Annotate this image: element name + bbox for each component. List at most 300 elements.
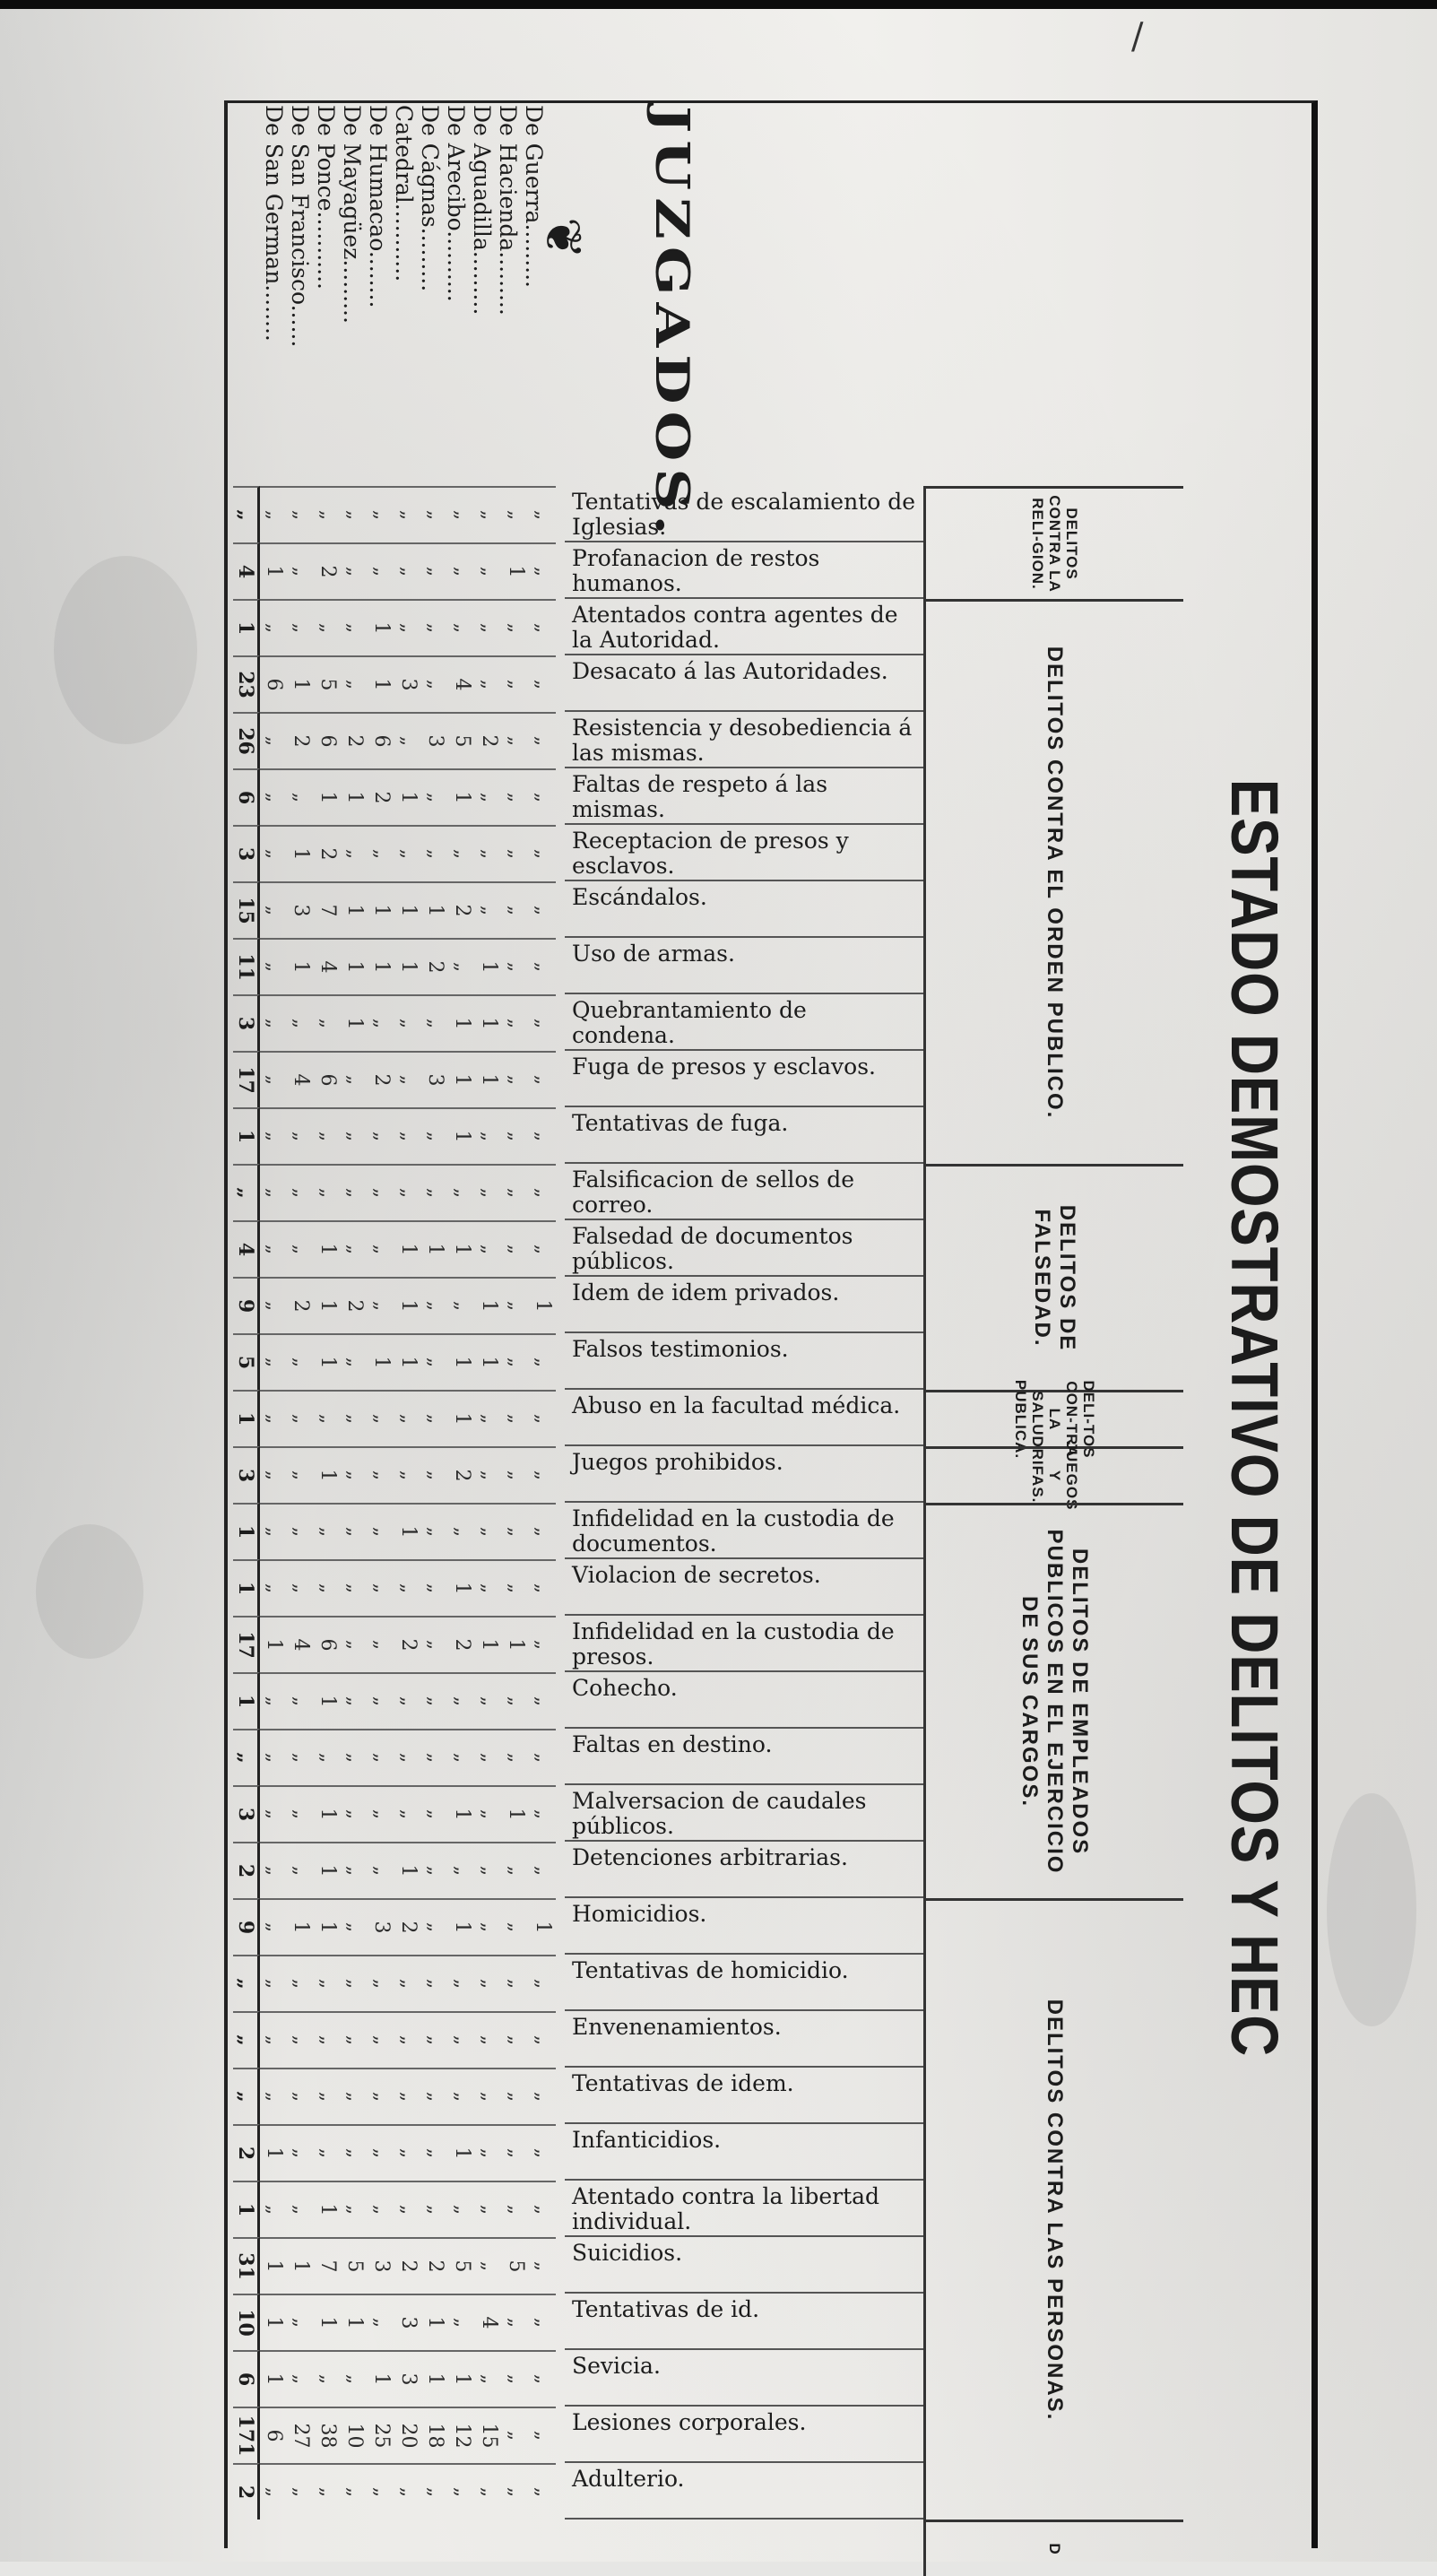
data-cell: „ [263,1131,285,1142]
data-cell: „ [505,1752,527,1764]
data-cell: „ [424,622,446,634]
data-cell: „ [263,1921,285,1933]
data-column [260,2181,556,2237]
data-cell: 6 [316,1073,339,1087]
data-column [260,599,556,655]
data-cell: 3 [370,2259,393,2273]
crime-label: Violacion de secretos. [572,1562,821,1588]
data-cell: 1 [424,2316,446,2329]
data-cell: „ [505,848,527,860]
data-cell: „ [478,1244,500,1255]
crime-label: Tentativas de fuga. [572,1110,789,1136]
crime-header [565,1051,923,1107]
data-column [260,2124,556,2181]
data-cell: 1 [451,791,473,804]
data-cell: „ [263,1074,285,1086]
data-cell: „ [532,1526,554,1538]
crime-label: Escándalos. [572,884,707,910]
data-cell: „ [505,792,527,803]
total-cell: 6 [233,2350,260,2407]
data-column [260,1277,556,1333]
data-cell: „ [316,1413,339,1425]
crime-label: Suicidios. [572,2240,683,2266]
data-cell: „ [263,1808,285,1820]
data-cell: „ [370,1978,393,1990]
data-cell: 1 [451,1073,473,1087]
crime-label: Falsificacion de sellos de correo. [572,1167,855,1218]
crime-label: Infanticidios. [572,2127,722,2153]
data-cell: 1 [478,1356,500,1369]
data-cell: „ [478,1470,500,1481]
data-cell: „ [424,1865,446,1877]
data-cell: 4 [451,678,473,691]
data-cell: „ [290,1583,312,1594]
data-cell: „ [343,2204,366,2216]
data-cell: 1 [343,960,366,974]
data-cell: „ [505,1187,527,1199]
data-cell: „ [343,1865,366,1877]
data-cell: „ [343,1526,366,1538]
data-cell: „ [290,2091,312,2103]
data-cell: „ [343,1470,366,1481]
data-cell: „ [263,1526,285,1538]
courts-heading: JUZGADOS. [645,106,699,542]
category-header: JUEGOS Y RIFAS. [923,1446,1183,1503]
data-cell: „ [343,2373,366,2385]
data-cell: 6 [370,734,393,748]
data-cell: „ [397,1696,420,1707]
data-cell: „ [424,1752,446,1764]
data-cell: „ [505,2317,527,2329]
data-cell: „ [478,679,500,690]
crime-header [565,1672,923,1729]
data-cell: „ [397,622,420,634]
crime-label: Tentativas de idem. [572,2070,794,2096]
data-cell: „ [370,2147,393,2159]
data-cell: „ [424,1696,446,1707]
data-cell: 2 [343,1299,366,1313]
courts-list [261,105,547,481]
data-cell: „ [370,1470,393,1481]
data-cell: „ [263,1018,285,1029]
data-cell: 1 [505,1638,527,1652]
data-cell: „ [397,735,420,747]
data-cell: 1 [263,2316,285,2329]
crime-header [565,486,923,542]
data-cell: „ [451,566,473,577]
data-cell: „ [370,2034,393,2046]
data-cell: 25 [370,2423,393,2449]
data-cell: 6 [263,2429,285,2442]
data-cell: „ [290,509,312,521]
data-cell: 20 [397,2423,420,2449]
data-cell: „ [370,2091,393,2103]
data-cell: 1 [263,1638,285,1652]
data-cell: „ [478,1865,500,1877]
court-name: De Aguadilla......... [469,105,495,316]
data-cell: 1 [397,1525,420,1539]
data-cell: „ [478,509,500,521]
total-cell: 1 [233,1503,260,1559]
data-cell: 1 [290,1921,312,1934]
data-cell: „ [532,679,554,690]
data-cell: „ [263,1300,285,1312]
data-cell: 6 [316,1638,339,1652]
total-cell: 4 [233,1220,260,1277]
data-cell: 1 [316,1469,339,1482]
crime-header [565,1164,923,1220]
total-cell: 9 [233,1277,260,1333]
data-cell: „ [505,1131,527,1142]
crime-header [565,1729,923,1785]
data-cell: 1 [478,1638,500,1652]
data-column [260,1785,556,1842]
data-cell: 1 [343,2316,366,2329]
data-cell: „ [505,2034,527,2046]
total-cell: 2 [233,2463,260,2520]
data-cell: „ [263,2034,285,2046]
total-cell: 3 [233,994,260,1051]
total-cell: „ [233,2068,260,2124]
data-cell: „ [370,1187,393,1199]
data-cell: „ [343,1978,366,1990]
data-cell: „ [532,566,554,577]
data-cell: „ [263,1978,285,1990]
data-cell: „ [532,1131,554,1142]
data-cell: „ [397,1187,420,1199]
data-cell: „ [370,1865,393,1877]
data-column [260,1164,556,1220]
crime-label: Idem de idem privados. [572,1279,840,1305]
data-cell: 1 [316,2316,339,2329]
data-cell: „ [370,2317,393,2329]
data-cell: 5 [343,2259,366,2273]
data-cell: „ [478,2260,500,2272]
data-cell: „ [424,2486,446,2498]
data-cell: 1 [478,1299,500,1313]
court-name: De Hacienda......... [495,105,521,316]
data-cell: „ [478,2204,500,2216]
data-cell: „ [424,1583,446,1594]
crime-label: Detenciones arbitrarias. [572,1844,848,1870]
data-cell: 5 [451,734,473,748]
data-cell: „ [532,2034,554,2046]
data-cell: „ [343,1187,366,1199]
data-cell: „ [343,1696,366,1707]
data-cell: „ [290,2373,312,2385]
data-cell: „ [263,735,285,747]
data-grid [233,486,556,2548]
data-cell: „ [505,1978,527,1990]
data-cell: „ [343,2486,366,2498]
total-cell: 6 [233,768,260,825]
data-cell: 1 [451,1017,473,1030]
data-cell: 1 [316,1695,339,1708]
data-cell: „ [532,905,554,916]
rotated-table [224,100,1318,2555]
total-cell: „ [233,1164,260,1220]
data-cell: 2 [424,960,446,974]
crime-header [565,655,923,712]
data-cell: „ [451,2486,473,2498]
court-name: De Guerra......... [521,105,547,288]
data-cell: „ [290,1808,312,1820]
data-cell: „ [505,1244,527,1255]
data-cell: „ [478,905,500,916]
total-cell: 10 [233,2294,260,2350]
data-cell: „ [532,735,554,747]
data-cell: 1 [451,2147,473,2160]
data-cell: „ [532,1978,554,1990]
data-cell: „ [343,1639,366,1651]
data-cell: „ [478,1583,500,1594]
data-cell: „ [343,2147,366,2159]
data-cell: „ [505,1018,527,1029]
data-cell: „ [424,1526,446,1538]
data-cell: „ [263,1583,285,1594]
crime-header [565,1277,923,1333]
data-cell: „ [343,1808,366,1820]
category-header-row [923,486,1183,2555]
data-cell: 3 [397,678,420,691]
category-header: DELITOS DE FALSEDAD. [923,1164,1183,1390]
crime-label: Faltas en destino. [572,1731,773,1757]
data-cell: 6 [316,734,339,748]
total-cell: 23 [233,655,260,712]
data-cell: „ [532,2486,554,2498]
data-cell: „ [532,509,554,521]
data-cell: „ [290,1865,312,1877]
data-cell: „ [397,1470,420,1481]
crime-header [565,542,923,599]
crime-header [565,2181,923,2237]
data-cell: „ [532,1808,554,1820]
data-cell: „ [290,2486,312,2498]
data-cell: „ [316,2486,339,2498]
data-cell: „ [478,2486,500,2498]
data-cell: 1 [316,1356,339,1369]
data-cell: „ [290,566,312,577]
data-cell: „ [343,848,366,860]
data-cell: 4 [316,960,339,974]
data-cell: „ [451,1187,473,1199]
data-cell: 4 [290,1638,312,1652]
data-cell: „ [397,2486,420,2498]
crime-header [565,1107,923,1164]
data-cell: „ [532,2260,554,2272]
data-column [260,486,556,542]
data-cell: „ [397,1413,420,1425]
data-cell: „ [478,1526,500,1538]
data-cell: „ [505,679,527,690]
data-cell: „ [343,622,366,634]
category-header: DELITOS CONTRA LAS PERSONAS. [923,1898,1183,2520]
data-cell: „ [343,1752,366,1764]
data-column [260,1955,556,2011]
data-cell: „ [424,509,446,521]
data-cell: „ [370,848,393,860]
data-cell: 1 [370,960,393,974]
data-cell: „ [424,2147,446,2159]
data-cell: „ [397,1131,420,1142]
data-cell: 1 [397,1299,420,1313]
data-cell: „ [451,1752,473,1764]
data-cell: „ [451,1526,473,1538]
data-column [260,542,556,599]
crime-label: Juegos prohibidos. [572,1449,783,1475]
crime-label: Fuga de presos y esclavos. [572,1054,877,1080]
data-cell: „ [532,1583,554,1594]
crime-header [565,2407,923,2463]
data-cell: „ [370,1300,393,1312]
data-cell: 2 [397,1638,420,1652]
data-cell: „ [451,1865,473,1877]
data-cell: „ [424,1921,446,1933]
data-cell: „ [532,1470,554,1481]
total-cell: „ [233,1955,260,2011]
data-cell: 1 [343,1017,366,1030]
data-cell: „ [290,2147,312,2159]
data-cell: 6 [263,678,285,691]
crime-label: Sevicia. [572,2353,661,2379]
crime-header [565,2068,923,2124]
data-column [260,2463,556,2520]
crime-header [565,1842,923,1898]
data-cell: „ [263,1865,285,1877]
data-cell: 1 [451,1243,473,1256]
crime-header [565,1955,923,2011]
data-cell: „ [451,2034,473,2046]
data-cell: 2 [478,734,500,748]
document-title: ESTADO DEMOSTRATIVO DE DELITOS Y HEC [1217,778,1292,2058]
data-column [260,1559,556,1616]
data-cell: „ [532,848,554,860]
data-cell: 27 [290,2423,312,2449]
data-cell: „ [424,679,446,690]
data-cell: „ [424,1639,446,1651]
data-cell: „ [478,1131,500,1142]
data-cell: „ [290,1696,312,1707]
data-cell: 5 [505,2259,527,2273]
data-cell: „ [424,1470,446,1481]
data-cell: „ [370,1413,393,1425]
data-cell: „ [424,2204,446,2216]
data-cell: „ [263,848,285,860]
data-cell: „ [532,2317,554,2329]
data-cell: „ [263,2486,285,2498]
crime-label: Tentativas de homicidio. [572,1957,849,1983]
data-cell: 3 [397,2316,420,2329]
crime-label: Receptacion de presos y esclavos. [572,828,849,879]
total-cell: 11 [233,938,260,994]
data-cell: 4 [290,1073,312,1087]
data-cell: 2 [397,1921,420,1934]
data-cell: „ [505,622,527,634]
data-cell: 2 [290,734,312,748]
total-cell: 1 [233,1107,260,1164]
data-cell: 1 [451,1412,473,1426]
data-cell: „ [370,1244,393,1255]
data-cell: „ [478,622,500,634]
data-cell: 1 [343,791,366,804]
crime-header [565,994,923,1051]
crime-header [565,2237,923,2294]
data-column [260,1898,556,1955]
crime-label: Uso de armas. [572,941,735,967]
data-cell: 1 [316,1921,339,1934]
data-cell: „ [290,1357,312,1368]
data-cell: „ [290,1752,312,1764]
data-cell: „ [316,1131,339,1142]
data-cell: „ [263,2091,285,2103]
crime-label: Adulterio. [572,2466,685,2492]
total-cell: 17 [233,1051,260,1107]
data-column [260,825,556,881]
data-cell: „ [316,1978,339,1990]
crime-label: Envenenamientos. [572,2014,782,2040]
data-column [260,2294,556,2350]
data-cell: „ [532,792,554,803]
data-cell: „ [290,1978,312,1990]
data-cell: „ [290,1244,312,1255]
data-cell: „ [532,2204,554,2216]
court-name: De Humacao........ [365,105,391,308]
data-cell: „ [478,1808,500,1820]
category-header: DELITOS DE EMPLEADOS PUBLICOS EN EL EJERCICIO DE SUS CARGOS. [923,1503,1183,1898]
data-cell: „ [424,1187,446,1199]
crime-header [565,1785,923,1842]
crime-header [565,2350,923,2407]
crime-header [565,1616,923,1672]
data-cell: „ [532,2430,554,2442]
total-cell: 2 [233,1842,260,1898]
data-cell: 1 [290,847,312,861]
crime-header [565,1333,923,1390]
crime-header [565,768,923,825]
data-cell: „ [424,1357,446,1368]
paper-stain [54,556,197,744]
data-cell: „ [424,2034,446,2046]
data-cell: 1 [263,2372,285,2386]
data-column [260,881,556,938]
category-header: DELITOS CONTRA LA RELI-GION. [923,486,1183,599]
data-cell: 1 [397,1243,420,1256]
category-header: DELITOS CONTRA EL ORDEN PUBLICO. [923,599,1183,1164]
data-cell: „ [451,622,473,634]
data-cell: „ [397,1018,420,1029]
total-cell: 17 [233,1616,260,1672]
data-cell: 3 [370,1921,393,1934]
data-cell: 1 [316,2203,339,2216]
crime-label: Profanacion de restos humanos. [572,545,820,596]
data-cell: 2 [451,1469,473,1482]
data-cell: „ [290,1131,312,1142]
data-cell: „ [532,1639,554,1651]
crime-header [565,1446,923,1503]
data-cell: 4 [478,2316,500,2329]
data-cell: „ [478,1921,500,1933]
crime-label: Faltas de respeto á las mismas. [572,771,828,822]
crime-label: Homicidios. [572,1901,707,1927]
data-cell: „ [370,509,393,521]
data-cell: „ [370,1696,393,1707]
total-cell: 3 [233,825,260,881]
data-cell: 5 [316,678,339,691]
data-cell: „ [263,905,285,916]
crime-header [565,599,923,655]
data-cell: „ [532,1752,554,1764]
data-cell: 1 [451,1921,473,1934]
